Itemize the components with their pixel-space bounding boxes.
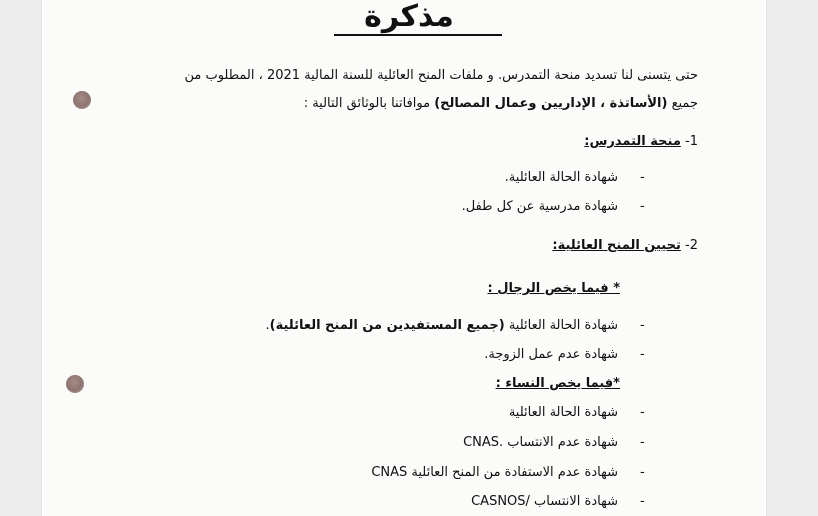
women-item-3: شهادة عدم الاستفادة من المنح العائلية CNAS	[371, 465, 618, 480]
women-item-4: شهادة الانتساب /CASNOS	[471, 494, 618, 509]
section1-title: منحة التمدرس:	[584, 134, 681, 149]
women-item-1: شهادة الحالة العائلية	[508, 405, 618, 420]
section2-title: تحيين المنح العائلية:	[552, 238, 681, 253]
dash: -	[640, 347, 645, 362]
dash: -	[640, 170, 645, 185]
section1-heading	[584, 134, 698, 150]
dash: -	[640, 318, 645, 333]
men-heading: * فيما يخص الرجال :	[487, 281, 620, 296]
men-item-1-period: .	[265, 318, 270, 333]
punch-hole-top	[73, 91, 91, 109]
dash: -	[640, 465, 645, 480]
intro-line-1	[184, 68, 698, 84]
men-item-1-note: (جميع المستفيدين من المنح العائلية)	[269, 318, 505, 333]
women-item-2: شهادة عدم الانتساب .CNAS	[463, 435, 618, 450]
intro-prefix: جميع	[671, 96, 698, 111]
section1-item-1: شهادة الحالة العائلية.	[504, 170, 618, 185]
men-item-1-text: شهادة الحالة العائلية	[508, 318, 618, 333]
intro-text-1: حتى يتسنى لنا تسديد منحة التمدرس. و ملفات المنح العائلية للسنة المالية 2021 ، المطلوب من	[184, 68, 698, 83]
section2-heading	[552, 238, 698, 254]
men-item-2: شهادة عدم عمل الزوجة.	[484, 347, 618, 362]
intro-suffix: موافاتنا بالوثائق التالية :	[303, 96, 431, 111]
section1-item-2: شهادة مدرسية عن كل طفل.	[461, 199, 618, 214]
title-underline	[334, 34, 502, 36]
document-title: مذكرة	[364, 0, 454, 34]
punch-hole-bottom	[66, 375, 84, 393]
intro-recipients: (الأساتذة ، الإداريين وعمال المصالح)	[434, 96, 668, 111]
intro-line-2	[304, 96, 698, 112]
dash: -	[640, 435, 645, 450]
men-item-1	[266, 318, 618, 334]
women-heading: *فيما يخص النساء :	[495, 376, 620, 391]
section1-number: 1-	[685, 134, 698, 149]
section2-number: 2-	[685, 238, 698, 253]
dash: -	[640, 494, 645, 509]
dash: -	[640, 199, 645, 214]
dash: -	[640, 405, 645, 420]
